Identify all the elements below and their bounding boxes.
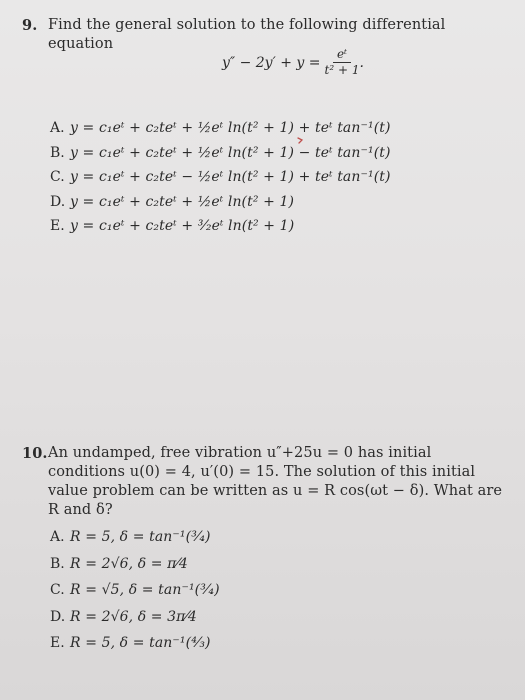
option-d[interactable]	[50, 604, 220, 631]
answer-options	[50, 524, 220, 657]
option-letter: C.	[50, 169, 65, 185]
problem-9	[22, 16, 512, 234]
fraction-numerator: eᵗ	[333, 48, 351, 63]
option-text: R = 5, δ = tan⁻¹(³⁄₄)	[70, 529, 211, 545]
option-letter: D.	[50, 193, 66, 210]
option-text: y = c₁eᵗ + c₂teᵗ + ³⁄₂eᵗ ln(t² + 1)	[70, 218, 295, 234]
option-text: y = c₁eᵗ + c₂teᵗ + ½eᵗ ln(t² + 1)	[70, 193, 295, 210]
option-b[interactable]	[50, 141, 391, 166]
problem-number: 9.	[22, 17, 38, 34]
option-d[interactable]	[50, 190, 391, 215]
problem-number: 10.	[22, 445, 48, 462]
equation-period: .	[359, 54, 364, 71]
option-e[interactable]	[50, 214, 391, 239]
option-text: R = √5, δ = tan⁻¹(³⁄₄)	[70, 582, 220, 598]
option-c[interactable]	[50, 165, 391, 190]
equation-lhs: y″ − 2y′ + y =	[222, 54, 321, 71]
problem-prompt: An undamped, free vibration u″+25u = 0 has initial conditions u(0) = 4, u′(0) = 15. The solution of this initial value problem can be written as u = R cos(ωt − δ). What are R and δ?	[48, 445, 503, 518]
option-letter: B.	[50, 555, 65, 572]
option-letter: E.	[50, 218, 65, 234]
option-text: y = c₁eᵗ + c₂teᵗ + ½eᵗ ln(t² + 1) + teᵗ tan⁻¹(t)	[70, 120, 391, 136]
option-letter: E.	[50, 635, 65, 651]
option-letter: A.	[50, 120, 65, 136]
problem-prompt: Find the general solution to the following differential equation	[48, 17, 446, 52]
problem-header	[22, 444, 512, 520]
option-a[interactable]	[50, 116, 391, 141]
problem-10	[22, 444, 512, 651]
option-c[interactable]	[50, 577, 220, 604]
option-text: R = 2√6, δ = 3π⁄4	[70, 608, 197, 625]
option-e[interactable]	[50, 630, 220, 657]
option-a[interactable]	[50, 524, 220, 551]
option-b[interactable]	[50, 551, 220, 578]
answer-options	[50, 116, 391, 239]
differential-equation	[222, 48, 364, 77]
equation-fraction	[325, 48, 360, 77]
option-letter: B.	[50, 144, 65, 161]
fraction-denominator: t² + 1	[324, 63, 360, 77]
option-text: y = c₁eᵗ + c₂teᵗ − ½eᵗ ln(t² + 1) + teᵗ tan⁻¹(t)	[70, 169, 391, 185]
option-letter: A.	[50, 529, 65, 545]
option-text: y = c₁eᵗ + c₂teᵗ + ½eᵗ ln(t² + 1) − teᵗ tan⁻¹(t)	[70, 144, 391, 161]
option-text: R = 2√6, δ = π⁄4	[70, 555, 188, 572]
option-text: R = 5, δ = tan⁻¹(⁴⁄₃)	[70, 635, 211, 651]
pen-mark-icon	[297, 137, 303, 144]
option-letter: D.	[50, 608, 66, 625]
option-letter: C.	[50, 582, 65, 598]
